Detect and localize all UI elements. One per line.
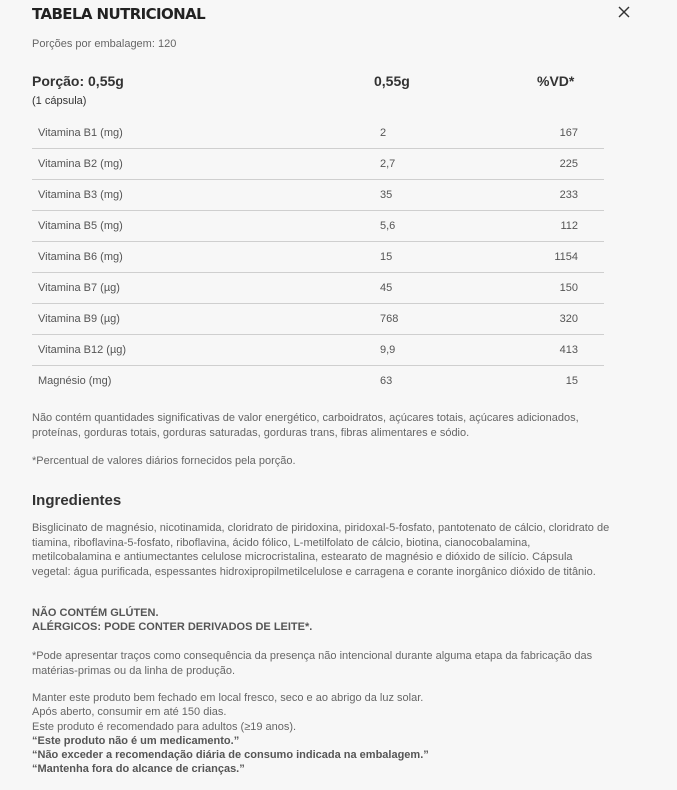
nutrient-amount: 5,6	[380, 211, 520, 242]
nutrient-name: Vitamina B12 (µg)	[32, 335, 380, 366]
warning-children: “Mantenha fora do alcance de crianças.”	[32, 763, 245, 775]
ingredients-text: Bisglicinato de magnésio, nicotinamida, cloridrato de piridoxina, piridoxal-5-fosfato, pantotenato de cálcio, cloridrato de tiamina, riboflavina-5-fosfato, riboflavina, ácido fólico, L-metilfolato de cálcio, biotina, cianocobalamina, metilcobalamina e antiumectantes celulose microcristalina, estearato de magnésio e dióxido de silício. Cápsula vegetal: água purificada, espessantes hidroxipropilmetilcelulose e carragena e corante inorgânico dióxido de titânio.	[32, 522, 610, 578]
warning-dosage: “Não exceder a recomendação diária de consumo indicada na embalagem.”	[32, 749, 429, 761]
nutrient-amount: 2,7	[380, 149, 520, 180]
table-row	[32, 304, 604, 335]
nutrient-amount: 45	[380, 273, 520, 304]
nutrient-name: Vitamina B9 (µg)	[32, 304, 380, 335]
modal-title: TABELA NUTRICIONAL	[32, 5, 206, 23]
nutrient-vd: 225	[520, 149, 604, 180]
nutrient-amount: 63	[380, 375, 393, 387]
after-open-note: Após aberto, consumir em até 150 dias.	[32, 706, 227, 718]
nutrient-vd: 233	[520, 180, 604, 211]
nutrient-name: Vitamina B6 (mg)	[32, 242, 380, 273]
table-row	[32, 335, 604, 366]
nutrient-vd: 320	[520, 304, 604, 335]
nutrient-name: Vitamina B7 (µg)	[32, 273, 380, 304]
nutrition-table	[32, 118, 604, 396]
nutrient-vd: 15	[565, 375, 578, 387]
vd-header: %VD*	[537, 73, 575, 89]
not-significant-note: Não contém quantidades significativas de valor energético, carboidratos, açúcares totais, açúcares adicionados, proteínas, gorduras totais, gorduras saturadas, gorduras trans, fibras alimentares e sódio.	[32, 412, 579, 439]
nutrient-vd: 167	[520, 118, 604, 149]
nutrient-vd: 1154	[520, 242, 604, 273]
table-row	[32, 211, 604, 242]
close-icon[interactable]	[617, 5, 631, 19]
portion-label: Porção: 0,55g	[32, 73, 124, 89]
table-row	[32, 366, 604, 397]
nutrient-vd: 413	[520, 335, 604, 366]
nutrient-vd: 112	[520, 211, 604, 242]
nutrient-name: Vitamina B5 (mg)	[32, 211, 380, 242]
nutrient-amount: 2	[380, 118, 520, 149]
nutrient-amount: 768	[380, 304, 520, 335]
adults-note: Este produto é recomendado para adultos (≥19 anos).	[32, 721, 297, 733]
portion-sub: (1 cápsula)	[32, 95, 87, 107]
table-row	[32, 149, 604, 180]
nutrient-name: Vitamina B1 (mg)	[32, 118, 380, 149]
nutrient-name: Vitamina B3 (mg)	[32, 180, 380, 211]
nutrient-name: Vitamina B2 (mg)	[32, 149, 380, 180]
nutrient-vd: 150	[520, 273, 604, 304]
ingredients-heading: Ingredientes	[32, 492, 122, 509]
nutrient-name: Magnésio (mg)	[38, 375, 112, 387]
storage-note: Manter este produto bem fechado em local fresco, seco e ao abrigo da luz solar.	[32, 692, 424, 704]
nutrient-amount: 9,9	[380, 335, 520, 366]
gluten-warning: NÃO CONTÉM GLÚTEN.	[32, 607, 159, 619]
servings-per-package: Porções por embalagem: 120	[32, 38, 177, 50]
table-row	[32, 180, 604, 211]
table-row	[32, 273, 604, 304]
table-row	[32, 118, 604, 149]
amount-header: 0,55g	[374, 73, 410, 89]
allergens-warning: ALÉRGICOS: PODE CONTER DERIVADOS DE LEITE*.	[32, 621, 313, 633]
nutrient-amount: 35	[380, 180, 520, 211]
nutrient-amount: 15	[380, 242, 520, 273]
traces-note: *Pode apresentar traços como consequência da presença não intencional durante alguma etapa da fabricação das matérias-primas ou da linha de produção.	[32, 650, 593, 677]
warning-medicine: “Este produto não é um medicamento.”	[32, 735, 240, 747]
table-row	[32, 242, 604, 273]
vd-footnote: *Percentual de valores diários fornecidos pela porção.	[32, 455, 296, 467]
